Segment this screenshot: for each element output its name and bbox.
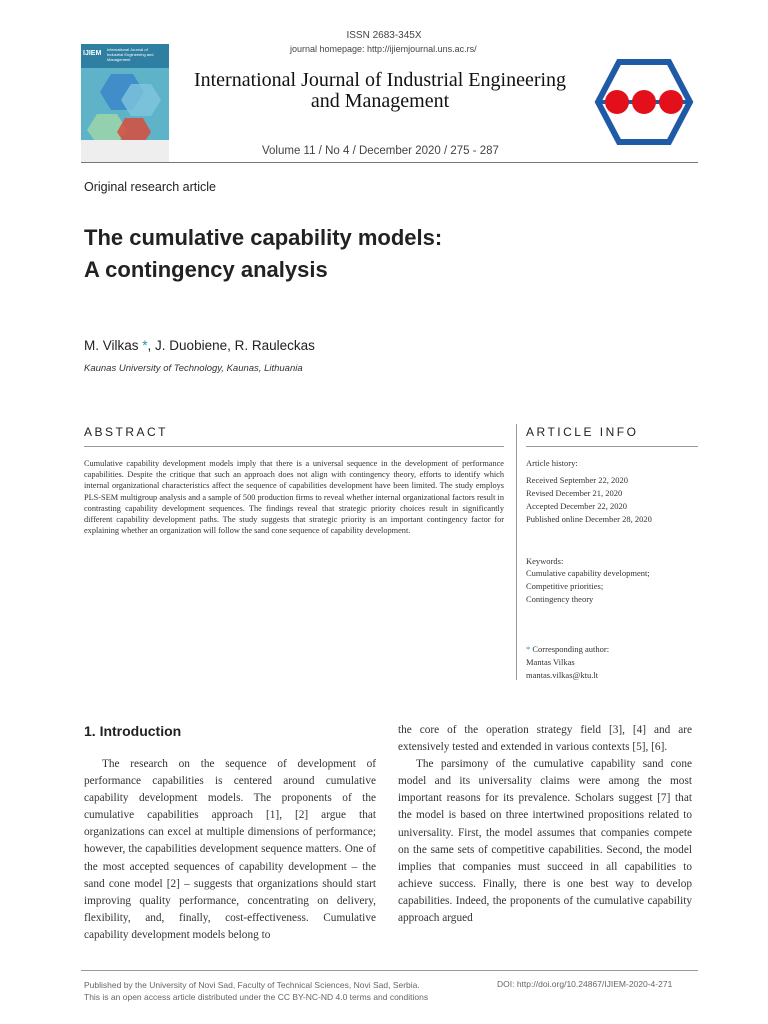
paper-title-line2: A contingency analysis (84, 257, 328, 282)
paper-title-line1: The cumulative capability models: (84, 225, 443, 250)
abstract-text: Cumulative capability development models imply that there is a universal sequence in the development of performance capabilities. Despite the critique that such an approach does not align with contingency theory, efforts to identify which internal organizational characteristics affect the sequence of capabilities development have been limited. The study employs PLS-SEM multigroup analysis and a sample of 500 production firms to reveal whether internal organizational factors result in contrasting capability development sequences. The findings reveal that strategic priority choices result in significantly different capability development paths. The study suggests that strategic priority is an important contingency factor for explaining whether an organization will follow the sand cone sequence of capability development. (84, 459, 504, 536)
keywords-label: Keywords: (526, 556, 564, 566)
cover-title: International Journal of Industrial Engineering and Management (107, 47, 154, 62)
corresponding-author-label (526, 644, 609, 654)
footer-license: This is an open access article distributed under the CC BY-NC-ND 4.0 terms and conditions (84, 992, 429, 1002)
corresponding-author-name: Mantas Vilkas (526, 657, 575, 667)
accepted-date: Accepted December 22, 2020 (526, 501, 628, 511)
authors (84, 338, 315, 353)
article-info-rule (526, 446, 698, 447)
hexagon-three-dots-logo-icon (594, 58, 694, 146)
published-date: Published online December 28, 2020 (526, 514, 652, 524)
corresponding-marker: * (142, 338, 148, 353)
corresponding-marker: * (526, 644, 531, 654)
footer-publisher (84, 979, 428, 1003)
article-type: Original research article (84, 180, 216, 194)
affiliation: Kaunas University of Technology, Kaunas, Lithuania (84, 363, 303, 374)
intro-column-right (398, 722, 692, 927)
cover-logo: IJIEM (83, 50, 102, 57)
revised-date: Revised December 21, 2020 (526, 488, 623, 498)
footer-doi[interactable]: DOI: http://doi.org/10.24867/IJIEM-2020-4-271 (497, 979, 673, 989)
corresponding-author-text: Corresponding author: (532, 644, 610, 654)
section-heading-introduction: 1. Introduction (84, 723, 182, 739)
received-date: Received September 22, 2020 (526, 475, 628, 485)
issn: ISSN 2683-345X (346, 30, 422, 41)
volume-info: Volume 11 / No 4 / December 2020 / 275 - 287 (262, 145, 499, 157)
article-info-heading: ARTICLE INFO (526, 425, 639, 439)
article-info-divider (516, 424, 517, 680)
author-first[interactable]: M. Vilkas (84, 338, 139, 353)
footer-published-by: Published by the University of Novi Sad, Faculty of Technical Sciences, Novi Sad, Serbia. (84, 980, 420, 990)
intro-paragraph: the core of the operation strategy field [3], [4] and are extensively tested and extended in various contexts [5], [6]. (398, 724, 692, 754)
footer-divider (81, 970, 698, 971)
author-rest: , J. Duobiene, R. Rauleckas (147, 338, 315, 353)
intro-column-left (84, 756, 376, 944)
intro-paragraph: The parsimony of the cumulative capability sand cone model and its universality claims were among the most important reasons for its prevalence. Scholars suggest [7] that the model is based on three intertwined propositions related to universality. First, the model assumes that companies compete on the same sets of competitive capabilities. Second, the model implies that companies must succeed in all capabilities to achieve success. Finally, there is one best way to develop capabilities. Indeed, the proponents of the cumulative capability approach argued (398, 758, 692, 925)
journal-title: International Journal of Industrial Engineering and Management (193, 69, 567, 112)
corresponding-author-email[interactable]: mantas.vilkas@ktu.lt (526, 670, 599, 680)
header-divider (81, 162, 698, 163)
abstract-heading: ABSTRACT (84, 425, 169, 439)
keyword-item: Cumulative capability development; (526, 568, 650, 578)
keyword-item: Contingency theory (526, 594, 594, 604)
keyword-item: Competitive priorities; (526, 581, 604, 591)
history-label: Article history: (526, 458, 578, 468)
intro-paragraph: The research on the sequence of development of performance capabilities is centered around cumulative capability development models. The proponents of the cumulative capabilities approach [1], [2] argue that organizations can excel at multiple dimensions of performance; however, the capabilities development sequence matters. One of the most accepted sequences of capability development – the sand cone model [2] – suggests that organizations should start improving quality performance, concentrating on delivery, flexibility, and, finally, cost-effectiveness. Cumulative capability development models belong to (84, 758, 376, 941)
abstract-divider (84, 446, 504, 447)
journal-cover-icon (81, 44, 169, 162)
journal-homepage[interactable]: journal homepage: http://ijiemjournal.uns.ac.rs/ (290, 44, 477, 54)
paper-title (84, 222, 604, 286)
